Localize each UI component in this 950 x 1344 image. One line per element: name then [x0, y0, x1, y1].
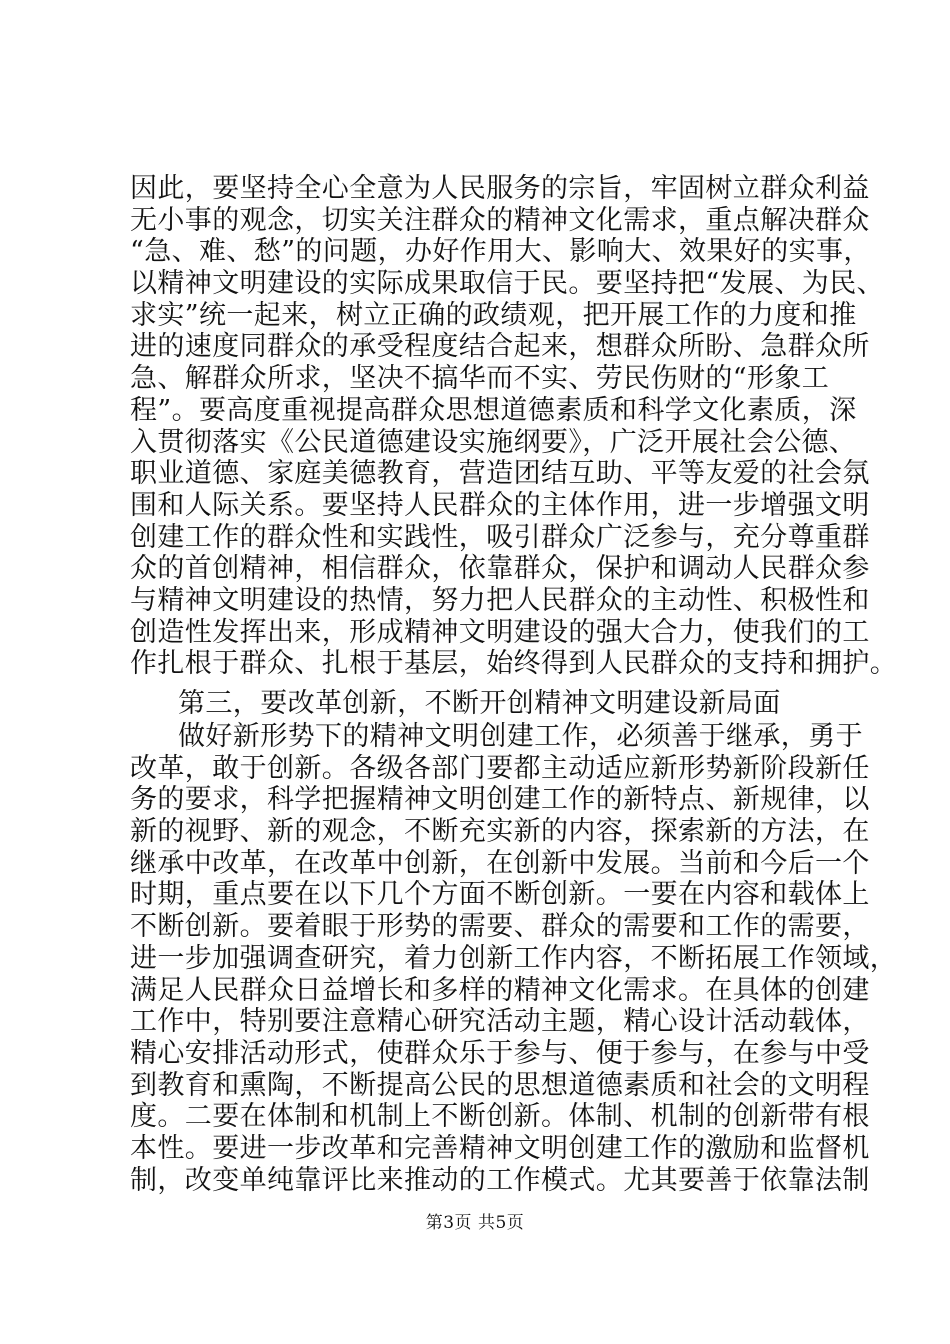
text-line: 入贯彻落实《公民道德建设实施纲要》，广泛开展社会公德、	[130, 426, 857, 458]
text-line: 创建工作的群众性和实践性，吸引群众广泛参与，充分尊重群	[130, 521, 870, 553]
text-line: 无小事的观念，切实关注群众的精神文化需求，重点解决群众	[130, 204, 870, 236]
text-line: 本性。要进一步改革和完善精神文明创建工作的激励和监督机	[130, 1132, 870, 1164]
text-line: 以精神文明建设的实际成果取信于民。要坚持把“发展、为民、	[130, 268, 885, 300]
text-line: 进一步加强调查研究，着力创新工作内容，不断拓展工作领域，	[130, 942, 898, 974]
text-line: 与精神文明建设的热情，努力把人民群众的主动性、积极性和	[130, 584, 870, 616]
text-line: 众的首创精神，相信群众，依靠群众，保护和调动人民群众参	[130, 553, 870, 585]
text-line: “急、难、愁”的问题，办好作用大、影响大、效果好的实事，	[130, 236, 871, 268]
text-line: 继承中改革，在改革中创新，在创新中发展。当前和今后一个	[130, 847, 870, 879]
text-line: 围和人际关系。要坚持人民群众的主体作用，进一步增强文明	[130, 489, 870, 521]
text-line: 作扎根于群众、扎根于基层，始终得到人民群众的支持和拥护。	[130, 648, 898, 680]
paragraph-1	[130, 173, 898, 680]
text-line: 到教育和熏陶，不断提高公民的思想道德素质和社会的文明程	[130, 1069, 870, 1101]
text-line: 务的要求，科学把握精神文明创建工作的新特点、新规律，以	[130, 784, 870, 816]
section-heading: 第三，要改革创新，不断开创精神文明建设新局面	[178, 688, 781, 719]
text-line: 改革，敢于创新。各级各部门要都主动适应新形势新阶段新任	[130, 752, 870, 784]
text-line: 时期，重点要在以下几个方面不断创新。一要在内容和载体上	[130, 879, 870, 911]
text-line: 做好新形势下的精神文明创建工作，必须善于继承，勇于	[178, 721, 863, 752]
text-line: 度。二要在体制和机制上不断创新。体制、机制的创新带有根	[130, 1101, 870, 1133]
text-line: 不断创新。要着眼于形势的需要、群众的需要和工作的需要，	[130, 911, 870, 943]
text-line: 满足人民群众日益增长和多样的精神文化需求。在具体的创建	[130, 974, 870, 1006]
page-footer: 第3页 共5页	[425, 1213, 525, 1233]
text-line: 职业道德、家庭美德教育，营造团结互助、平等友爱的社会氛	[130, 458, 870, 490]
text-line: 急、解群众所求，坚决不搞华而不实、劳民伤财的“形象工	[130, 363, 830, 395]
text-line: 工作中，特别要注意精心研究活动主题，精心设计活动载体，	[130, 1006, 870, 1038]
text-line: 精心安排活动形式，使群众乐于参与、便于参与，在参与中受	[130, 1037, 870, 1069]
text-line: 求实”统一起来，树立正确的政绩观，把开展工作的力度和推	[130, 299, 857, 331]
text-line: 创造性发挥出来，形成精神文明建设的强大合力，使我们的工	[130, 616, 870, 648]
text-line: 制，改变单纯靠评比来推动的工作模式。尤其要善于依靠法制	[130, 1164, 870, 1196]
text-line: 新的视野、新的观念，不断充实新的内容，探索新的方法，在	[130, 816, 870, 848]
text-line: 因此，要坚持全心全意为人民服务的宗旨，牢固树立群众利益	[130, 173, 870, 204]
text-line: 进的速度同群众的承受程度结合起来，想群众所盼、急群众所	[130, 331, 870, 363]
text-line: 程”。要高度重视提高群众思想道德素质和科学文化素质，深	[130, 394, 857, 426]
paragraph-2	[130, 721, 898, 1196]
